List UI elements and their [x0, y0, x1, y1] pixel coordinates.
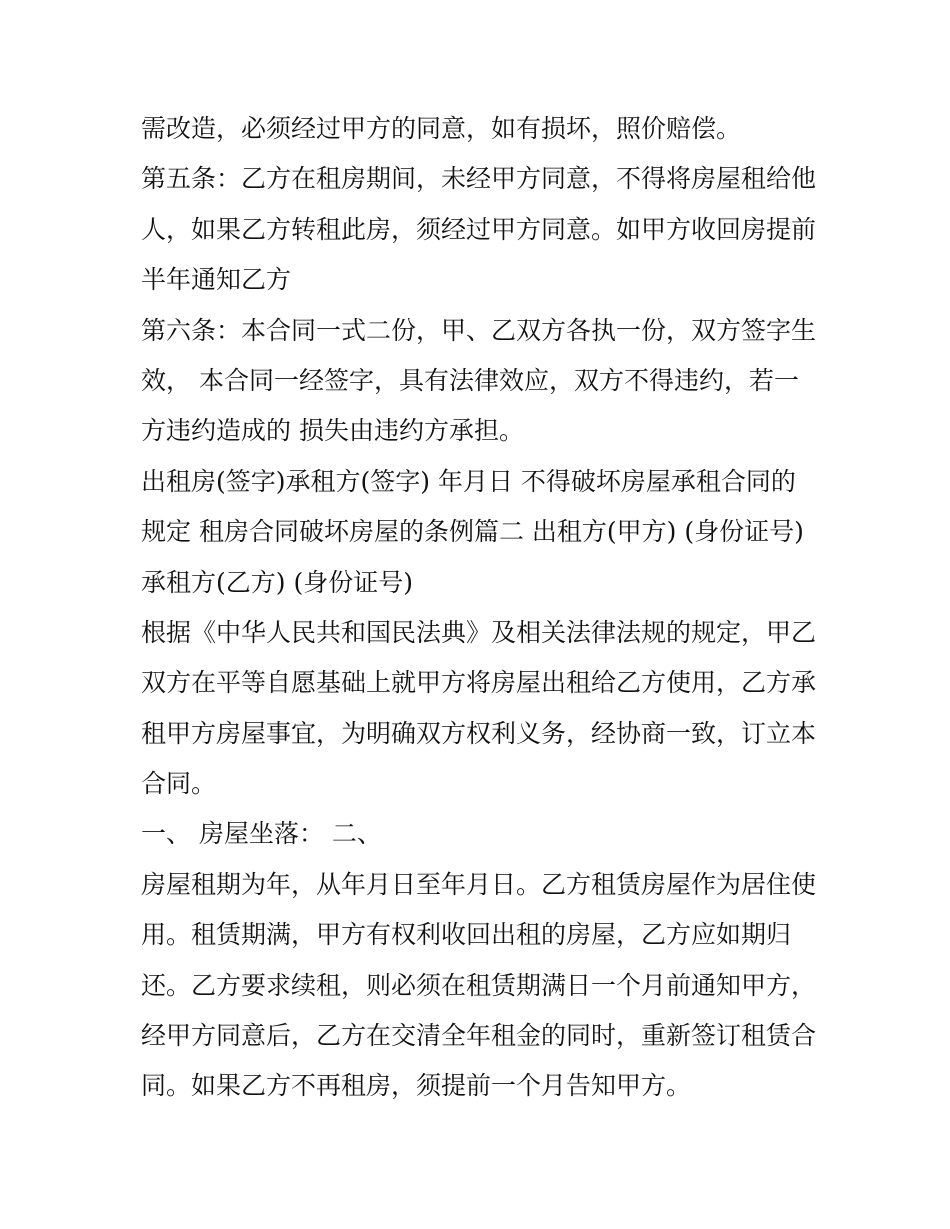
text-line: 半年通知乙方 [141, 265, 292, 295]
text-line: 一、 房屋坐落： 二、 [141, 819, 382, 849]
text-line: 方违约造成的 损失由违约方承担。 [141, 416, 524, 446]
text-line: 第六条：本合同一式二份，甲、乙双方各执一份，双方签字生 [141, 315, 817, 345]
text-line: 还。乙方要求续租，则必须在租赁期满日一个月前通知甲方， [141, 970, 817, 1000]
text-line: 租甲方房屋事宜，为明确双方权利义务，经协商一致，订立本 [141, 718, 817, 748]
text-line: 双方在平等自愿基础上就甲方将房屋出租给乙方使用，乙方承 [141, 668, 817, 698]
paragraph-house-location [141, 809, 821, 859]
text-line: 根据《中华人民共和国民法典》及相关法律法规的规定，甲乙 [141, 617, 817, 647]
text-line: 人，如果乙方转租此房，须经过甲方同意。如甲方收回房提前 [141, 214, 817, 244]
paragraph-article-six [141, 306, 821, 457]
paragraph-legal-basis [141, 608, 821, 810]
paragraph-article-five [141, 154, 821, 305]
text-line: 房屋租期为年，从年月日至年月日。乙方租赁房屋作为居住使 [141, 869, 817, 899]
document-body [141, 104, 821, 1112]
text-line: 第五条：乙方在租房期间，未经甲方同意，不得将房屋租给他 [141, 164, 817, 194]
text-line: 出租房(签字)承租方(签字) 年月日 不得破坏房屋承租合同的 [141, 466, 796, 496]
text-line: 规定 租房合同破坏房屋的条例篇二 出租方(甲方) (身份证号) [141, 517, 804, 547]
text-line: 需改造，必须经过甲方的同意，如有损坏，照价赔偿。 [141, 114, 742, 143]
text-line: 承租方(乙方) (身份证号) [141, 567, 413, 597]
text-line: 效， 本合同一经签字，具有法律效应，双方不得违约，若一 [141, 365, 799, 395]
paragraph-lease-term [141, 860, 821, 1112]
text-line: 同。如果乙方不再租房，须提前一个月告知甲方。 [141, 1071, 692, 1101]
text-line: 用。租赁期满，甲方有权利收回出租的房屋，乙方应如期归 [141, 920, 792, 950]
text-line: 经甲方同意后，乙方在交清全年租金的同时，重新签订租赁合 [141, 1021, 817, 1051]
paragraph-repair-clause [141, 104, 821, 154]
text-line: 合同。 [141, 769, 217, 799]
paragraph-signatures [141, 457, 821, 608]
